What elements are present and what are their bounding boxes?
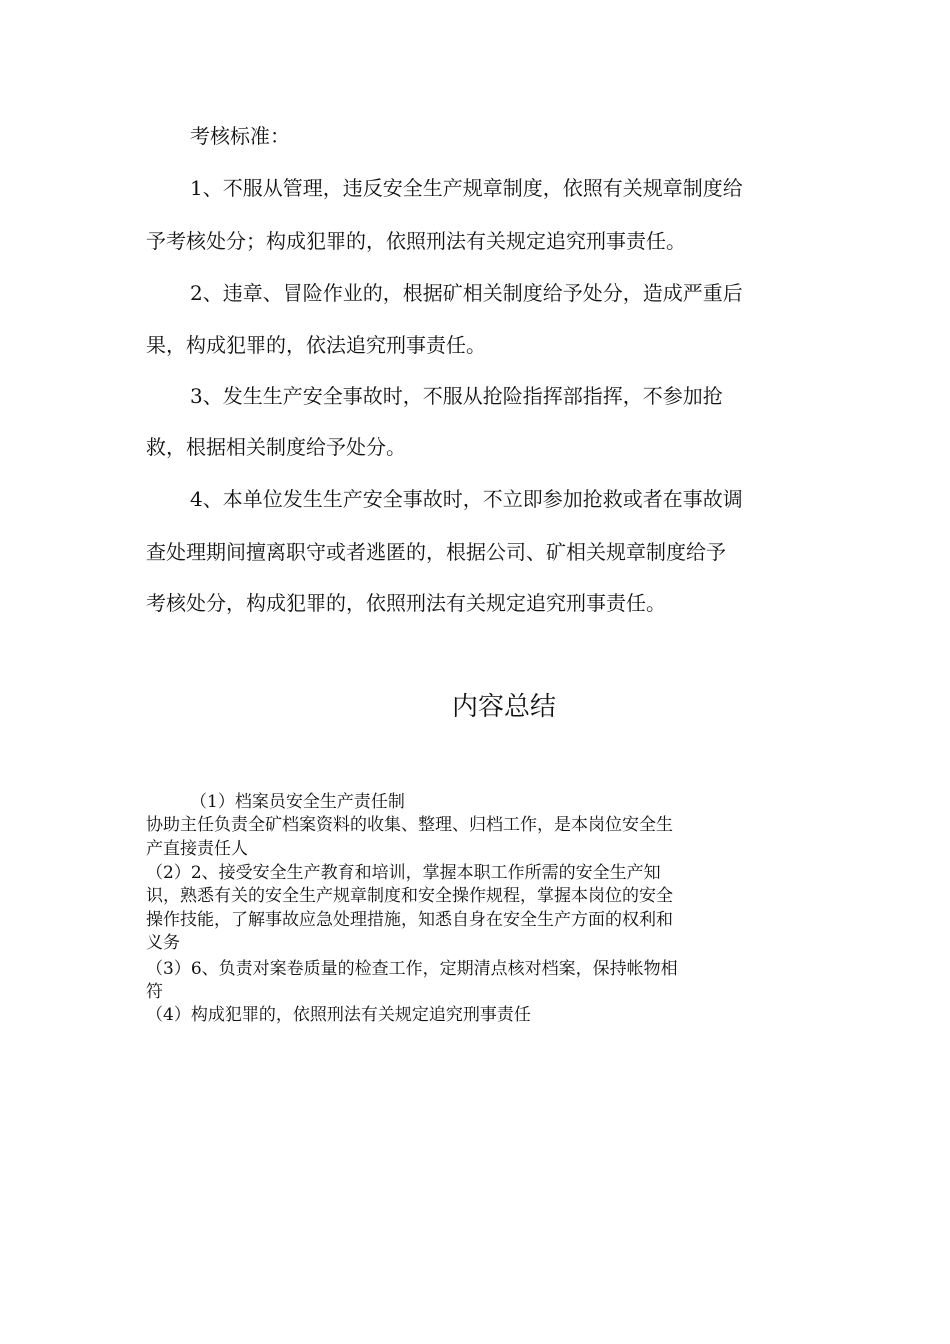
summary-line: 协助主任负责全矿档案资料的收集、整理、归档工作，是本岗位安全生: [146, 815, 673, 835]
summary-line: （4）构成犯罪的，依照刑法有关规定追究刑事责任: [146, 1005, 531, 1025]
item2-line1: 2、违章、冒险作业的，根据矿相关制度给予处分，造成严重后: [190, 281, 743, 305]
item1-line1: 1、不服从管理，违反安全生产规章制度，依照有关规章制度给: [190, 176, 743, 200]
summary-line: 识，熟悉有关的安全生产规章制度和安全操作规程，掌握本岗位的安全: [146, 886, 673, 906]
item3-line2: 救，根据相关制度给予处分。: [146, 435, 406, 459]
item4-line2: 查处理期间擅离职守或者逃匿的，根据公司、矿相关规章制度给予: [146, 540, 726, 564]
summary-line: （3）6、负责对案卷质量的检查工作，定期清点核对档案，保持帐物相: [146, 959, 678, 979]
summary-line: 符: [146, 982, 163, 1002]
summary-line: （1）档案员安全生产责任制: [190, 792, 405, 812]
summary-line: 产直接责任人: [146, 839, 248, 859]
assessment-standard-heading: 考核标准：: [190, 124, 290, 148]
summary-line: 义务: [146, 933, 180, 953]
item3-line1: 3、发生生产安全事故时，不服从抢险指挥部指挥，不参加抢: [190, 384, 723, 408]
summary-line: （2）2、接受安全生产教育和培训，掌握本职工作所需的安全生产知: [146, 863, 661, 883]
summary-title: 内容总结: [451, 692, 556, 722]
summary-line: 操作技能，了解事故应急处理措施，知悉自身在安全生产方面的权利和: [146, 910, 673, 930]
item1-line2: 予考核处分；构成犯罪的，依照刑法有关规定追究刑事责任。: [146, 229, 686, 253]
item2-line2: 果，构成犯罪的，依法追究刑事责任。: [146, 333, 486, 357]
item4-line3: 考核处分，构成犯罪的，依照刑法有关规定追究刑事责任。: [146, 591, 666, 615]
item4-line1: 4、本单位发生生产安全事故时，不立即参加抢救或者在事故调: [190, 487, 743, 511]
